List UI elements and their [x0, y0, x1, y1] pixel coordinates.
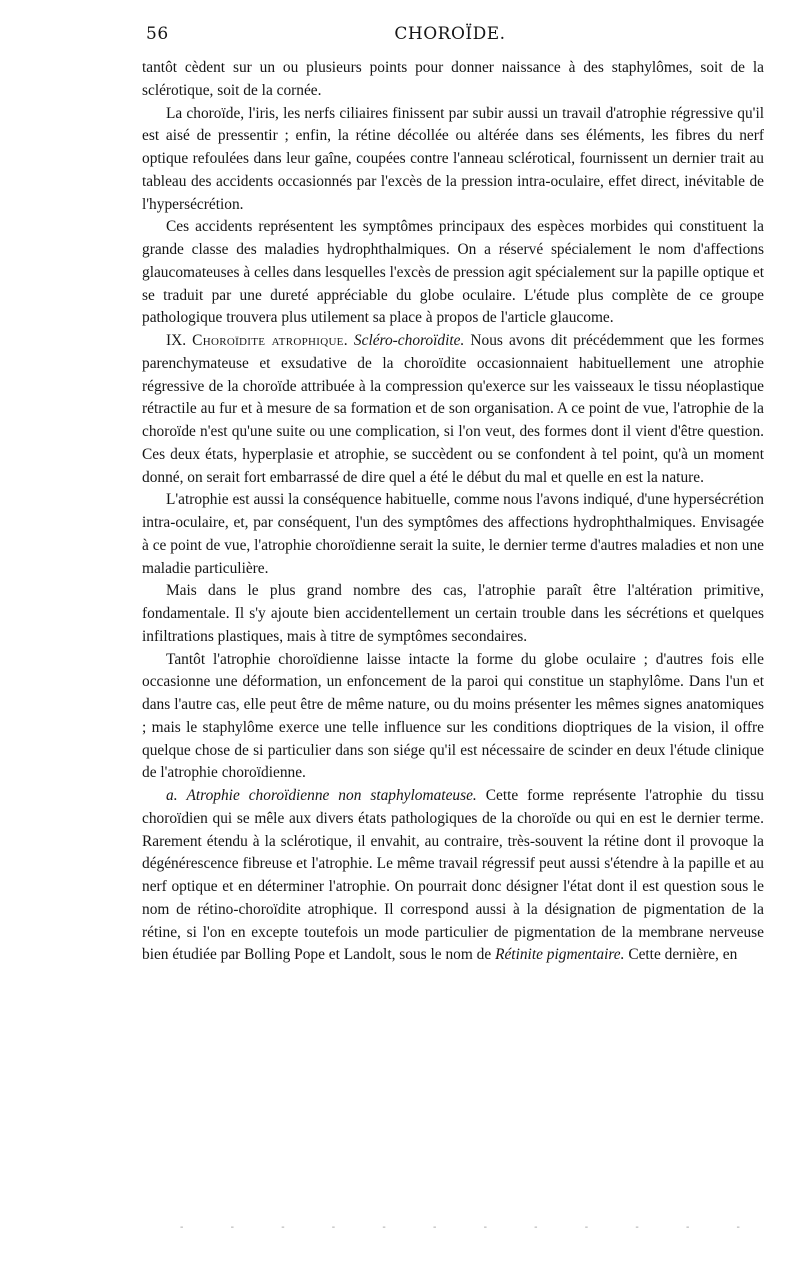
- paragraph-continuation: tantôt cèdent sur un ou plusieurs points pour donner naissance à des staphylômes, soit de la sclérotique, soit de la cornée.: [142, 59, 764, 99]
- page-body: [142, 57, 764, 967]
- print-mark: -: [281, 1222, 285, 1233]
- paragraph-atrophie-primitive: Mais dans le plus grand nombre des cas, l'atrophie paraît être l'altération primitive, fondamentale. Il s'y ajoute bien accidentellement un certain trouble dans les sécrétions et quelques infiltrations plastiques, mais à titre de symptômes secondaires.: [142, 582, 764, 645]
- subsection-title: Atrophie choroïdienne non staphylomateuse.: [186, 787, 477, 804]
- running-title: CHOROÏDE.: [394, 24, 506, 44]
- print-mark: -: [331, 1222, 336, 1233]
- paragraph-choroide-iris: La choroïde, l'iris, les nerfs ciliaires finissent par subir aussi un travail d'atrophie régressive qu'il est aisé de pressentir ; enfin, la rétine décollée ou altérée dans ses éléments, les fibres du nerf optique refoulées dans leur gaîne, coupées contre l'anneau sclérotical, fournissent un dernier trait au tableau des accidents occasionnés par l'excès de la pression intra-oculaire, effet direct, inévitable de l'hypersécrétion.: [142, 104, 764, 213]
- paragraph-non-staphylomateuse: [142, 785, 764, 967]
- print-mark: -: [635, 1222, 639, 1233]
- section-title: Choroïdite atrophique.: [192, 332, 348, 349]
- print-mark: -: [432, 1222, 437, 1233]
- page-number: 56: [146, 24, 169, 44]
- print-mark: -: [685, 1222, 690, 1233]
- subsection-end: Cette dernière, en: [628, 946, 738, 964]
- print-mark: -: [584, 1222, 589, 1233]
- subsection-term: Rétinite pigmentaire.: [495, 946, 625, 964]
- section-text: Nous avons dit précédemment que les formes parenchymateuse et exsudative de la choroïdite occasionnaient habituellement une atrophie régressive de la choroïde attribuée à la compression qu'exerce sur les vaisseaux le tissu néoplastique rétractile au fur et à mesure de sa formation et de son organisation. A ce point de vue, l'atrophie de la choroïde n'est qu'une suite ou une complication, si l'on veut, des formes dont il vient d'être question. Ces deux états, hyperplasie et atrophie, se succèdent ou se confondent à tel point, qu'à un moment donné, on serait fort embarrassé de dire quel a été le début du mal et quelle en est la nature.: [142, 332, 764, 486]
- print-mark: -: [534, 1222, 538, 1233]
- print-mark: -: [382, 1222, 386, 1233]
- bottom-print-marks: [180, 1222, 740, 1233]
- print-mark: -: [483, 1222, 487, 1233]
- paragraph-forme-globe: Tantôt l'atrophie choroïdienne laisse intacte la forme du globe oculaire ; d'autres fois elle occasionne une déformation, un enfoncement de la paroi qui constitue un staphylôme. Dans l'un et dans l'autre cas, elle peut être de même nature, ou du moins présenter les mêmes signes anatomiques ; mais le staphylôme exerce une telle influence sur les conditions dioptriques de la vision, il offre quelque chose de si particulier dans son siége qu'il est nécessaire de scinder en deux l'étude clinique de l'atrophie choroïdienne.: [142, 650, 764, 782]
- subsection-label: a.: [166, 787, 178, 804]
- print-mark: -: [736, 1222, 740, 1233]
- print-mark: -: [180, 1222, 184, 1233]
- paragraph-accidents: Ces accidents représentent les symptômes principaux des espèces morbides qui constituent la grande classe des maladies hydrophthalmiques. On a réservé spécialement le nom d'affections glaucomateuses à celles dans lesquelles l'excès de pression agit spécialement sur la papille optique et se traduit par une dureté appréciable du globe oculaire. L'étude plus complète de ce groupe pathologique trouvera plus utilement sa place à propos de l'article glaucome.: [142, 218, 764, 327]
- print-mark: -: [230, 1222, 234, 1233]
- paragraph-choroidite-atrophique: [142, 330, 764, 489]
- paragraph-atrophie-consequence: L'atrophie est aussi la conséquence habituelle, comme nous l'avons indiqué, d'une hypersécrétion intra-oculaire, et, par conséquent, l'un des symptômes des affections hydrophthalmiques. Envisagée à ce point de vue, l'atrophie choroïdienne serait la suite, le dernier terme d'autres maladies et non une maladie particulière.: [142, 491, 764, 577]
- section-subtitle: Scléro-choroïdite.: [353, 332, 465, 349]
- page-header: [140, 24, 760, 50]
- section-number: IX.: [166, 332, 187, 349]
- subsection-text: Cette forme représente l'atrophie du tissu choroïdien qui se mêle aux divers états pathologiques de la choroïde ou qui en est le dernier terme. Rarement étendu à la sclérotique, il envahit, au contraire, très-souvent la rétine dont il provoque la dégénérescence fibreuse et l'atrophie. Le même travail régressif peut aussi s'étendre à la papille et au nerf optique et en déterminer l'atrophie. On pourrait donc désigner l'état dont il est question sous le nom de rétino-choroïdite atrophique. Il correspond aussi à la désignation de pigmentation de la rétine, si l'on en excepte toutefois un mode particulier de pigmentation de la membrane nerveuse bien étudiée par Bolling Pope et Landolt, sous le nom de: [142, 787, 764, 964]
